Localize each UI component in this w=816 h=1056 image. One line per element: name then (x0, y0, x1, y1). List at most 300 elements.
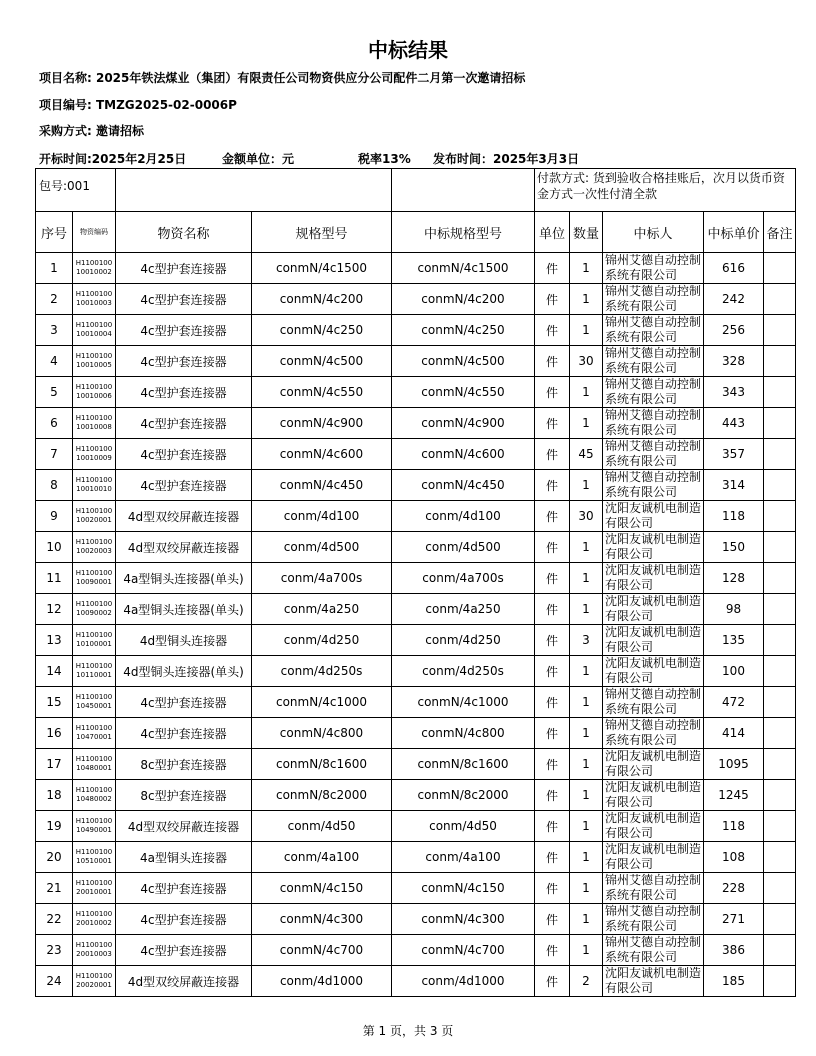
cell-seq: 5 (36, 377, 73, 408)
cell-price: 414 (704, 718, 764, 749)
table-row (36, 625, 796, 656)
cell-code (73, 780, 116, 811)
material-code-line2: 10480001 (76, 764, 112, 772)
cell-code (73, 873, 116, 904)
cell-spec: conmN/4c600 (252, 439, 392, 470)
material-code-line2: 10450001 (76, 702, 112, 710)
cell-seq: 8 (36, 470, 73, 501)
cell-winner: 锦州艾德自动控制系统有限公司 (603, 408, 704, 439)
cell-name: 4c型护套连接器 (116, 253, 252, 284)
material-code-line1: H1100100 (75, 848, 113, 856)
material-code-line1: H1100100 (75, 879, 113, 887)
cell-bid-spec: conmN/8c1600 (392, 749, 535, 780)
cell-note (764, 284, 796, 315)
cell-unit: 件 (535, 315, 570, 346)
cell-unit: 件 (535, 408, 570, 439)
currency-unit: 金额单位：元 (222, 152, 295, 166)
material-code-line2: 20010001 (76, 888, 112, 896)
material-code-line1: H1100100 (75, 352, 113, 360)
cell-unit: 件 (535, 780, 570, 811)
cell-spec: conmN/4c450 (252, 470, 392, 501)
table-row (36, 935, 796, 966)
cell-name: 4c型护套连接器 (116, 718, 252, 749)
cell-price: 314 (704, 470, 764, 501)
material-code-line1: H1100100 (75, 786, 113, 794)
cell-bid-spec: conm/4d1000 (392, 966, 535, 997)
cell-unit: 件 (535, 873, 570, 904)
cell-bid-spec: conmN/8c2000 (392, 780, 535, 811)
bid-result-table (35, 168, 796, 997)
cell-spec: conmN/4c550 (252, 377, 392, 408)
material-code-line2: 10010008 (76, 423, 112, 431)
material-code-line2: 10010010 (76, 485, 112, 493)
cell-name: 8c型护套连接器 (116, 780, 252, 811)
cell-unit: 件 (535, 253, 570, 284)
cell-price: 472 (704, 687, 764, 718)
table-row (36, 315, 796, 346)
cell-note (764, 253, 796, 284)
cell-qty: 1 (570, 594, 603, 625)
cell-qty: 1 (570, 687, 603, 718)
cell-winner: 锦州艾德自动控制系统有限公司 (603, 439, 704, 470)
cell-spec: conmN/4c800 (252, 718, 392, 749)
cell-price: 386 (704, 935, 764, 966)
table-row (36, 594, 796, 625)
material-code-line1: H1100100 (75, 662, 113, 670)
cell-code (73, 811, 116, 842)
cell-qty: 1 (570, 532, 603, 563)
table-row (36, 718, 796, 749)
cell-note (764, 439, 796, 470)
table-row (36, 966, 796, 997)
material-code-line1: H1100100 (75, 755, 113, 763)
cell-qty: 1 (570, 749, 603, 780)
cell-seq: 7 (36, 439, 73, 470)
cell-winner: 锦州艾德自动控制系统有限公司 (603, 253, 704, 284)
table-row (36, 284, 796, 315)
cell-winner: 沈阳友诚机电制造有限公司 (603, 966, 704, 997)
cell-seq: 11 (36, 563, 73, 594)
table-row (36, 408, 796, 439)
cell-note (764, 408, 796, 439)
cell-unit: 件 (535, 966, 570, 997)
cell-bid-spec: conm/4d500 (392, 532, 535, 563)
header-unit: 单位 (535, 212, 570, 253)
material-code-line1: H1100100 (75, 631, 113, 639)
cell-unit: 件 (535, 501, 570, 532)
cell-bid-spec: conm/4d250 (392, 625, 535, 656)
cell-code (73, 346, 116, 377)
cell-code (73, 408, 116, 439)
page-footer: 第 1 页，共 3 页 (362, 1024, 454, 1038)
cell-spec: conmN/4c150 (252, 873, 392, 904)
cell-unit: 件 (535, 625, 570, 656)
package-row (36, 169, 796, 212)
header-note: 备注 (764, 212, 796, 253)
table-row (36, 687, 796, 718)
cell-winner: 沈阳友诚机电制造有限公司 (603, 656, 704, 687)
cell-bid-spec: conmN/4c600 (392, 439, 535, 470)
cell-spec: conm/4a700s (252, 563, 392, 594)
cell-code (73, 253, 116, 284)
cell-spec: conm/4a250 (252, 594, 392, 625)
cell-note (764, 842, 796, 873)
cell-qty: 1 (570, 904, 603, 935)
cell-bid-spec: conmN/4c700 (392, 935, 535, 966)
cell-price: 343 (704, 377, 764, 408)
cell-bid-spec: conmN/4c800 (392, 718, 535, 749)
cell-winner: 锦州艾德自动控制系统有限公司 (603, 470, 704, 501)
cell-qty: 1 (570, 315, 603, 346)
cell-name: 4c型护套连接器 (116, 315, 252, 346)
cell-price: 118 (704, 811, 764, 842)
material-code-line1: H1100100 (75, 972, 113, 980)
table-row (36, 563, 796, 594)
cell-spec: conmN/4c250 (252, 315, 392, 346)
cell-code (73, 656, 116, 687)
material-code-line1: H1100100 (75, 724, 113, 732)
cell-seq: 10 (36, 532, 73, 563)
cell-name: 4d型铜头连接器 (116, 625, 252, 656)
cell-spec: conm/4d50 (252, 811, 392, 842)
cell-name: 4d型双绞屏蔽连接器 (116, 811, 252, 842)
cell-unit: 件 (535, 656, 570, 687)
material-code-line1: H1100100 (75, 290, 113, 298)
cell-bid-spec: conm/4a700s (392, 563, 535, 594)
cell-unit: 件 (535, 749, 570, 780)
header-code: 物资编码 (73, 212, 116, 253)
material-code-line2: 10010009 (76, 454, 112, 462)
material-code-line2: 10010005 (76, 361, 112, 369)
material-code-line2: 10010004 (76, 330, 112, 338)
cell-seq: 18 (36, 780, 73, 811)
cell-name: 4c型护套连接器 (116, 904, 252, 935)
cell-bid-spec: conmN/4c900 (392, 408, 535, 439)
header-row (36, 212, 796, 253)
cell-winner: 锦州艾德自动控制系统有限公司 (603, 718, 704, 749)
cell-name: 4c型护套连接器 (116, 935, 252, 966)
cell-name: 4d型双绞屏蔽连接器 (116, 501, 252, 532)
cell-note (764, 718, 796, 749)
cell-note (764, 532, 796, 563)
table-row (36, 253, 796, 284)
cell-bid-spec: conm/4a250 (392, 594, 535, 625)
header-winner: 中标人 (603, 212, 704, 253)
cell-unit: 件 (535, 904, 570, 935)
cell-spec: conmN/4c500 (252, 346, 392, 377)
cell-code (73, 470, 116, 501)
header-name: 物资名称 (116, 212, 252, 253)
cell-name: 4c型护套连接器 (116, 439, 252, 470)
cell-note (764, 935, 796, 966)
material-code-line1: H1100100 (75, 941, 113, 949)
cell-winner: 沈阳友诚机电制造有限公司 (603, 749, 704, 780)
material-code-line2: 10100001 (76, 640, 112, 648)
open-time: 开标时间:2025年2月25日 (39, 152, 187, 166)
cell-unit: 件 (535, 284, 570, 315)
cell-unit: 件 (535, 563, 570, 594)
material-code-line1: H1100100 (75, 414, 113, 422)
cell-spec: conmN/4c700 (252, 935, 392, 966)
cell-seq: 24 (36, 966, 73, 997)
cell-name: 4d型双绞屏蔽连接器 (116, 966, 252, 997)
cell-seq: 23 (36, 935, 73, 966)
cell-name: 4c型护套连接器 (116, 408, 252, 439)
material-code-line2: 10470001 (76, 733, 112, 741)
cell-price: 328 (704, 346, 764, 377)
table-row (36, 377, 796, 408)
cell-name: 4c型护套连接器 (116, 470, 252, 501)
cell-name: 4c型护套连接器 (116, 284, 252, 315)
header-spec: 规格型号 (252, 212, 392, 253)
cell-note (764, 346, 796, 377)
cell-bid-spec: conmN/4c450 (392, 470, 535, 501)
table-row (36, 749, 796, 780)
table-row (36, 842, 796, 873)
cell-winner: 锦州艾德自动控制系统有限公司 (603, 687, 704, 718)
cell-note (764, 563, 796, 594)
material-code-line1: H1100100 (75, 600, 113, 608)
header-seq: 序号 (36, 212, 73, 253)
material-code-line2: 10490001 (76, 826, 112, 834)
material-code-line2: 20020001 (76, 981, 112, 989)
cell-price: 357 (704, 439, 764, 470)
cell-note (764, 625, 796, 656)
cell-winner: 锦州艾德自动控制系统有限公司 (603, 904, 704, 935)
cell-unit: 件 (535, 718, 570, 749)
table-row (36, 904, 796, 935)
cell-price: 242 (704, 284, 764, 315)
cell-winner: 沈阳友诚机电制造有限公司 (603, 842, 704, 873)
cell-note (764, 749, 796, 780)
cell-name: 4c型护套连接器 (116, 346, 252, 377)
material-code-line2: 10020001 (76, 516, 112, 524)
cell-qty: 1 (570, 563, 603, 594)
material-code-line2: 10510001 (76, 857, 112, 865)
cell-qty: 1 (570, 377, 603, 408)
cell-winner: 沈阳友诚机电制造有限公司 (603, 780, 704, 811)
project-name: 项目名称: 2025年铁法煤业（集团）有限责任公司物资供应分公司配件二月第一次邀请招标 (39, 71, 526, 85)
cell-bid-spec: conm/4d250s (392, 656, 535, 687)
cell-code (73, 625, 116, 656)
cell-unit: 件 (535, 439, 570, 470)
cell-qty: 1 (570, 780, 603, 811)
cell-bid-spec: conmN/4c550 (392, 377, 535, 408)
cell-spec: conm/4d1000 (252, 966, 392, 997)
cell-qty: 30 (570, 501, 603, 532)
cell-seq: 1 (36, 253, 73, 284)
cell-note (764, 501, 796, 532)
cell-unit: 件 (535, 377, 570, 408)
empty-cell (392, 169, 535, 212)
cell-seq: 16 (36, 718, 73, 749)
table-row (36, 470, 796, 501)
material-code-line1: H1100100 (75, 817, 113, 825)
cell-spec: conm/4d100 (252, 501, 392, 532)
cell-bid-spec: conm/4a100 (392, 842, 535, 873)
material-code-line2: 10010006 (76, 392, 112, 400)
cell-code (73, 501, 116, 532)
table-row (36, 656, 796, 687)
cell-name: 4a型铜头连接器(单头) (116, 563, 252, 594)
cell-code (73, 749, 116, 780)
cell-unit: 件 (535, 470, 570, 501)
material-code-line2: 10010003 (76, 299, 112, 307)
cell-winner: 锦州艾德自动控制系统有限公司 (603, 284, 704, 315)
cell-code (73, 966, 116, 997)
payment-terms: 付款方式: 货到验收合格挂账后，次月以货币资金方式一次性付清全款 (535, 169, 796, 212)
cell-spec: conm/4a100 (252, 842, 392, 873)
cell-note (764, 315, 796, 346)
cell-code (73, 532, 116, 563)
table-row (36, 811, 796, 842)
cell-qty: 1 (570, 842, 603, 873)
header-qty: 数量 (570, 212, 603, 253)
cell-seq: 4 (36, 346, 73, 377)
cell-bid-spec: conmN/4c150 (392, 873, 535, 904)
material-code-line2: 10010002 (76, 268, 112, 276)
material-code-line2: 10110001 (76, 671, 112, 679)
cell-code (73, 439, 116, 470)
cell-qty: 2 (570, 966, 603, 997)
cell-name: 4d型双绞屏蔽连接器 (116, 532, 252, 563)
cell-code (73, 935, 116, 966)
material-code-line1: H1100100 (75, 321, 113, 329)
cell-bid-spec: conmN/4c300 (392, 904, 535, 935)
cell-note (764, 594, 796, 625)
cell-code (73, 284, 116, 315)
material-code-line1: H1100100 (75, 445, 113, 453)
cell-name: 4c型护套连接器 (116, 873, 252, 904)
cell-spec: conmN/4c1000 (252, 687, 392, 718)
cell-price: 1095 (704, 749, 764, 780)
material-code-line2: 10480002 (76, 795, 112, 803)
cell-code (73, 563, 116, 594)
cell-code (73, 904, 116, 935)
cell-bid-spec: conm/4d100 (392, 501, 535, 532)
cell-qty: 1 (570, 284, 603, 315)
material-code-line1: H1100100 (75, 910, 113, 918)
empty-cell (116, 169, 392, 212)
cell-seq: 13 (36, 625, 73, 656)
cell-note (764, 811, 796, 842)
cell-price: 185 (704, 966, 764, 997)
cell-spec: conm/4d500 (252, 532, 392, 563)
cell-qty: 1 (570, 718, 603, 749)
cell-price: 128 (704, 563, 764, 594)
cell-price: 108 (704, 842, 764, 873)
cell-seq: 20 (36, 842, 73, 873)
cell-note (764, 656, 796, 687)
cell-seq: 14 (36, 656, 73, 687)
cell-spec: conmN/8c1600 (252, 749, 392, 780)
cell-qty: 1 (570, 253, 603, 284)
cell-spec: conmN/8c2000 (252, 780, 392, 811)
cell-seq: 22 (36, 904, 73, 935)
table-row (36, 501, 796, 532)
table-row (36, 532, 796, 563)
material-code-line2: 20010003 (76, 950, 112, 958)
cell-price: 118 (704, 501, 764, 532)
project-number: 项目编号: TMZG2025-02-0006P (39, 98, 237, 112)
cell-winner: 沈阳友诚机电制造有限公司 (603, 594, 704, 625)
cell-winner: 沈阳友诚机电制造有限公司 (603, 563, 704, 594)
table-row (36, 439, 796, 470)
cell-seq: 19 (36, 811, 73, 842)
cell-unit: 件 (535, 687, 570, 718)
cell-code (73, 687, 116, 718)
cell-qty: 3 (570, 625, 603, 656)
cell-spec: conmN/4c1500 (252, 253, 392, 284)
cell-seq: 6 (36, 408, 73, 439)
cell-note (764, 966, 796, 997)
material-code-line1: H1100100 (75, 569, 113, 577)
cell-note (764, 873, 796, 904)
cell-seq: 9 (36, 501, 73, 532)
cell-seq: 17 (36, 749, 73, 780)
cell-qty: 1 (570, 935, 603, 966)
cell-price: 256 (704, 315, 764, 346)
cell-price: 135 (704, 625, 764, 656)
cell-bid-spec: conmN/4c250 (392, 315, 535, 346)
package-number: 包号:001 (36, 169, 116, 212)
cell-note (764, 687, 796, 718)
cell-code (73, 842, 116, 873)
cell-price: 1245 (704, 780, 764, 811)
cell-unit: 件 (535, 935, 570, 966)
cell-name: 4a型铜头连接器(单头) (116, 594, 252, 625)
material-code-line1: H1100100 (75, 507, 113, 515)
cell-spec: conmN/4c900 (252, 408, 392, 439)
cell-spec: conm/4d250s (252, 656, 392, 687)
cell-note (764, 377, 796, 408)
cell-note (764, 470, 796, 501)
cell-price: 443 (704, 408, 764, 439)
material-code-line1: H1100100 (75, 383, 113, 391)
cell-bid-spec: conmN/4c1500 (392, 253, 535, 284)
cell-name: 8c型护套连接器 (116, 749, 252, 780)
cell-spec: conm/4d250 (252, 625, 392, 656)
cell-code (73, 315, 116, 346)
cell-winner: 锦州艾德自动控制系统有限公司 (603, 935, 704, 966)
cell-price: 228 (704, 873, 764, 904)
cell-name: 4c型护套连接器 (116, 687, 252, 718)
cell-seq: 15 (36, 687, 73, 718)
cell-unit: 件 (535, 594, 570, 625)
document-title: 中标结果 (368, 38, 448, 62)
cell-unit: 件 (535, 811, 570, 842)
cell-unit: 件 (535, 532, 570, 563)
cell-winner: 锦州艾德自动控制系统有限公司 (603, 377, 704, 408)
cell-code (73, 594, 116, 625)
cell-qty: 1 (570, 811, 603, 842)
cell-price: 98 (704, 594, 764, 625)
material-code-line2: 20010002 (76, 919, 112, 927)
cell-seq: 21 (36, 873, 73, 904)
cell-bid-spec: conm/4d50 (392, 811, 535, 842)
material-code-line2: 10020003 (76, 547, 112, 555)
cell-note (764, 780, 796, 811)
cell-name: 4c型护套连接器 (116, 377, 252, 408)
cell-qty: 1 (570, 873, 603, 904)
cell-price: 616 (704, 253, 764, 284)
material-code-line1: H1100100 (75, 476, 113, 484)
cell-winner: 锦州艾德自动控制系统有限公司 (603, 315, 704, 346)
material-code-line2: 10090002 (76, 609, 112, 617)
cell-spec: conmN/4c200 (252, 284, 392, 315)
material-code-line1: H1100100 (75, 693, 113, 701)
cell-bid-spec: conmN/4c500 (392, 346, 535, 377)
